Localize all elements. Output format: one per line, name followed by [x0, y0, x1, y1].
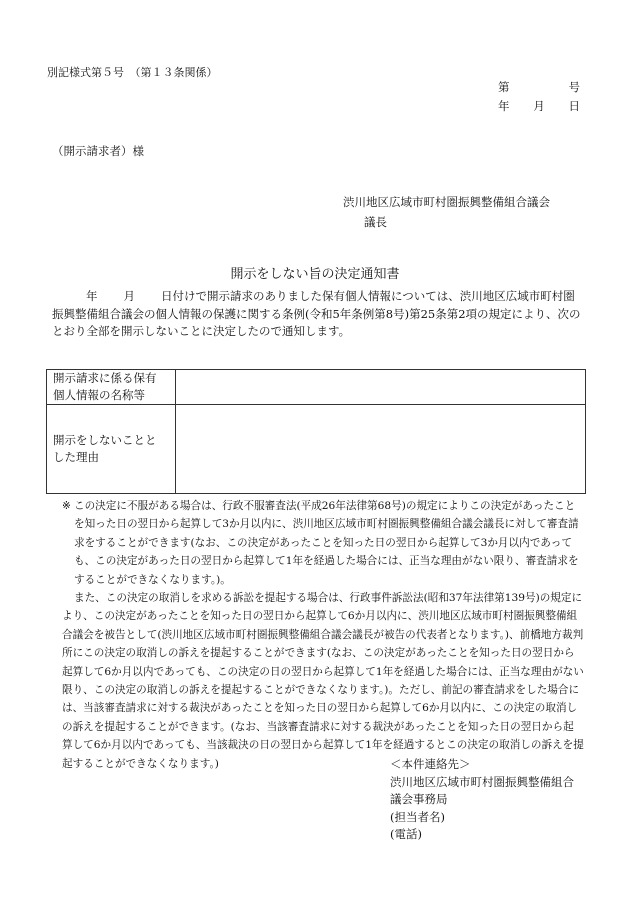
recipient: （開示請求者）様: [52, 144, 144, 158]
contact-office: 議会事務局: [390, 792, 448, 806]
form-reference: 別記様式第５号 （第１３条関係）: [47, 66, 218, 79]
document-title: 開示をしない旨の決定通知書: [230, 267, 400, 282]
row2-label: 開示をしないことと した理由: [47, 405, 176, 494]
contact-person: (担当者名): [390, 809, 445, 824]
notes-section: [62, 497, 584, 773]
note-paragraph-1: ※ この決定に不服がある場合は、行政不服審査法(平成26年法律第68号)の規定によりこの決定があったことを知った日の翌日から起算して3か月以内に、渋川地区広域市町村圏振興整備組合議会議長に対して審査請求をすることができます(なお、この決定があったことを知った日の翌日から起算して3か月以内であっても、この決定があった日の翌日から起算して1年を経過した場合には、正当な理由がない限り、審査請求をすることができなくなります。)。: [62, 497, 584, 589]
date-day: 日: [568, 99, 580, 113]
contact-block: [390, 756, 574, 844]
number-suffix: 号: [568, 80, 580, 94]
number-label: 第: [498, 80, 510, 94]
contact-organization: 渋川地区広域市町村圏振興整備組合: [390, 774, 574, 789]
date-month: 月: [533, 99, 545, 113]
document-number: [498, 78, 580, 97]
sender-block: [343, 192, 550, 232]
body-text: [52, 288, 582, 341]
note-paragraph-2: また、この決定の取消しを求める訴訟を提起する場合は、行政事件訴訟法(昭和37年法律第139号)の規定により、この決定があったことを知った日の翌日から起算して6か月以内に、渋川地区広域市町村圏振興整備組合議会を被告として(渋川地区広域市町村圏振興整備組合議会議長が被告の代表者となります。)、前橋地方裁判所にこの決定の取消しの訴えを提起することができます(なお、この決定があったことを知った日の翌日から起算して6か月以内であっても、この決定の日の翌日から起算して1年を経過した場合には、正当な理由がない限り、この決定の取消しの訴えを提起することができなくなります。)。ただし、前記の審査請求をした場合には、当該審査請求に対する裁決があったことを知った日の翌日から起算して6か月以内に、この決定の取消しの訴えを提起することができます。(なお、当該審査請求に対する裁決があったことを知った日の翌日から起算して6か月以内であっても、当該裁決の日の翌日から起算して1年を経過するとこの決定の取消しの訴えを提起することができなくなります。): [62, 592, 584, 770]
table-row: [47, 405, 586, 494]
body-year: 年: [86, 289, 98, 303]
document-number-date: [498, 78, 580, 116]
document-date: [498, 97, 580, 116]
row1-label: 開示請求に係る保有 個人情報の名称等: [47, 370, 176, 405]
date-year: 年: [498, 99, 510, 113]
row1-value: [176, 370, 586, 405]
row2-value: [176, 405, 586, 494]
contact-heading: ＜本件連絡先＞: [390, 757, 471, 771]
body-month: 月: [123, 289, 135, 303]
body-main: 日付けで開示請求のありました保有個人情報については、渋川地区広域市町村圏振興整備組合議会の個人情報の保護に関する条例(令和5年条例第8号)第25条第2項の規定により、次のとおり全部を開示しないことに決定したので通知します。: [52, 289, 581, 338]
sender-organization: 渋川地区広域市町村圏振興整備組合議会: [343, 195, 550, 209]
sender-title: 議長: [364, 215, 387, 229]
information-table: [46, 369, 586, 494]
table-row: [47, 370, 586, 405]
note-mark: ※: [62, 500, 71, 512]
contact-phone: (電話): [390, 827, 422, 841]
